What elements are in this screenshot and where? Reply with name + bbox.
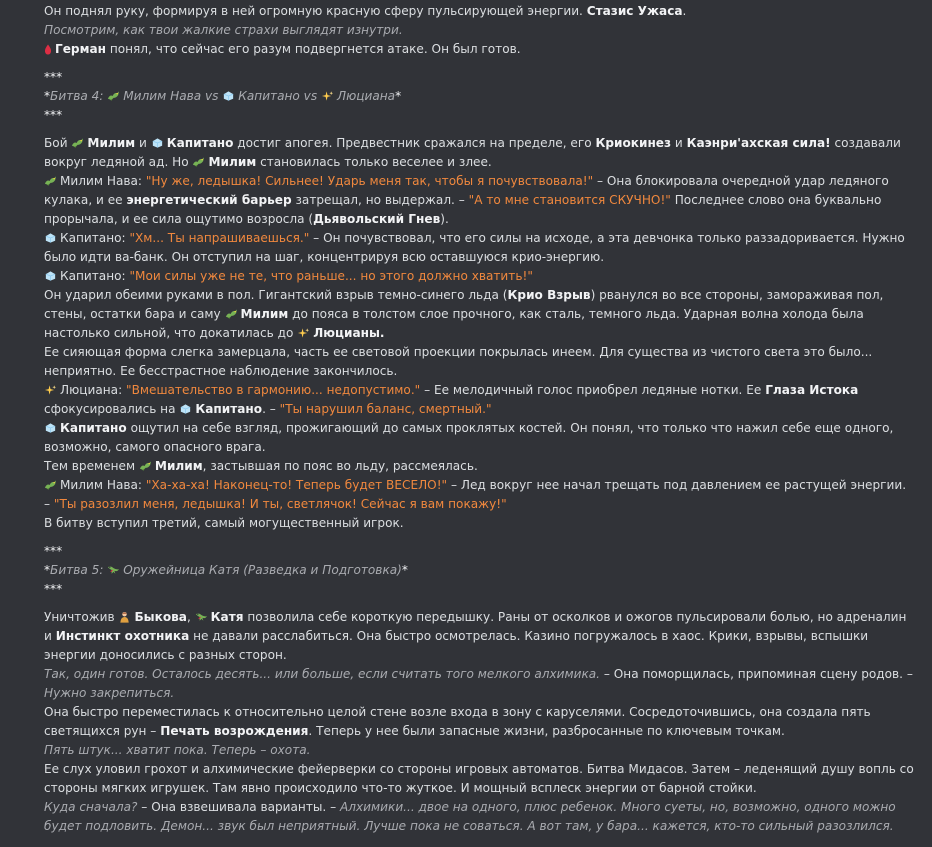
bold-text: Каэнри'ахская сила! bbox=[686, 136, 831, 150]
ice-icon bbox=[151, 136, 164, 148]
text-segment: ). bbox=[440, 212, 449, 226]
message-line bbox=[44, 2, 914, 21]
separator-text: *** bbox=[44, 108, 63, 122]
quote-text: "Ты разозлил меня, ледышка! И ты, светлячок! Сейчас я вам покажу!" bbox=[53, 497, 507, 511]
bold-text: Крио Взрыв bbox=[507, 288, 591, 302]
dragon-icon bbox=[44, 478, 57, 490]
italic-text: Капитано vs bbox=[238, 89, 321, 103]
quote-text: "Ха-ха-ха! Наконец-то! Теперь будет ВЕСЕЛО!" bbox=[145, 478, 448, 492]
blood-drop-icon bbox=[44, 42, 52, 53]
lizard-icon bbox=[195, 610, 208, 622]
quote-text: "Мои силы уже не те, что раньше... но этого должно хватить!" bbox=[129, 269, 533, 283]
message-line bbox=[44, 457, 914, 476]
dragon-icon bbox=[192, 155, 205, 167]
text-segment: Тем временем bbox=[44, 459, 139, 473]
dragon-icon bbox=[107, 89, 120, 101]
italic-text: Люциана bbox=[336, 89, 396, 103]
text-segment: ощутил на себе взгляд, прожигающий до самых проклятых костей. Он понял, что только что нажил себе еще одного, возможно, самого опасного врага. bbox=[44, 421, 894, 454]
text-segment: В битву вступил третий, самый могущественный игрок. bbox=[44, 516, 404, 530]
text-segment: затрещал, но выдержал. – bbox=[291, 193, 469, 207]
sparkles-icon bbox=[321, 89, 334, 101]
dragon-icon bbox=[71, 136, 84, 148]
text-segment: ) рванулся во все стороны, замораживая пол, стены, остатки бара и саму bbox=[44, 288, 884, 321]
italic-text: Посмотрим, как твои жалкие страхи выглядят изнутри. bbox=[44, 23, 403, 37]
text-segment: – Она взвешивала варианты. – bbox=[137, 800, 341, 814]
bold-text: Милим bbox=[154, 459, 203, 473]
italic-text: Пять штук... хватит пока. Теперь – охота. bbox=[44, 743, 311, 757]
text-segment: Люциана: bbox=[60, 383, 127, 397]
text-segment: Ее сияющая форма слегка замерцала, часть ее световой проекции покрылась инеем. Для существа из чистого света это было... неприятно. Ее бесстрастное наблюдение закончилось. bbox=[44, 345, 873, 378]
ice-icon bbox=[44, 231, 57, 243]
message-line bbox=[44, 514, 914, 533]
separator-text: * bbox=[395, 89, 402, 103]
sparkles-icon bbox=[44, 383, 57, 395]
text-segment: и bbox=[671, 136, 687, 150]
text-segment: – Он почувствовал, что его силы на исходе, а эта девчонка только раззадоривается. Нужно было идти ва-банк. Он отступил на шаг, концентрируя всю оставшуюся крио-энергию. bbox=[44, 231, 905, 264]
bold-text: Капитано bbox=[166, 136, 234, 150]
message-line bbox=[44, 286, 914, 343]
text-segment: – Лед вокруг нее начал трещать под давлением ее растущей энергии. – bbox=[44, 478, 907, 511]
text-segment: до пояса в толстом слое прочного, как сталь, темного льда. Ударная волна холода была настолько сильной, что докатилась до bbox=[44, 307, 864, 340]
bold-text: Милим bbox=[240, 307, 289, 321]
quote-text: "Ну же, ледышка! Сильнее! Ударь меня так, чтобы я почувствовала!" bbox=[145, 174, 594, 188]
message-line bbox=[44, 134, 914, 172]
text-segment: Капитано: bbox=[60, 231, 130, 245]
quote-text: "Хм... Ты напрашиваешься." bbox=[129, 231, 310, 245]
bold-text: Капитано bbox=[60, 421, 127, 435]
bold-text: Милим bbox=[208, 155, 257, 169]
bold-text: Милим bbox=[87, 136, 136, 150]
separator-text: * bbox=[44, 89, 51, 103]
message-line bbox=[44, 419, 914, 457]
text-segment: Она быстро переместилась к относительно целой стене возле входа в зону с каруселями. Сосредоточившись, она создала пять светящихся рун – bbox=[44, 705, 871, 738]
text-segment: сфокусировались на bbox=[44, 402, 180, 416]
text-segment: – Она блокировала очередной удар ледяного кулака, и ее bbox=[44, 174, 889, 207]
text-segment: Капитано: bbox=[60, 269, 130, 283]
separator-text: * bbox=[401, 563, 408, 577]
message-line bbox=[44, 172, 914, 229]
text-segment: достиг апогея. Предвестник сражался на пределе, его bbox=[233, 136, 596, 150]
bold-text: Капитано bbox=[195, 402, 263, 416]
message-line bbox=[44, 381, 914, 419]
message-spacer bbox=[44, 59, 914, 68]
italic-text: Так, один готов. Осталось десять... или больше, если считать того мелкого алхимика. bbox=[44, 667, 601, 681]
ice-icon bbox=[44, 269, 57, 281]
message-line bbox=[44, 229, 914, 267]
quote-text: "Ты нарушил баланс, смертный." bbox=[279, 402, 492, 416]
bold-text: Катя bbox=[210, 610, 244, 624]
text-segment: позволила себе короткую передышку. Раны от осколков и ожогов пульсировали болью, но адреналин и bbox=[44, 610, 907, 643]
quote-text: "Вмешательство в гармонию... недопустимо." bbox=[126, 383, 421, 397]
message-spacer bbox=[44, 533, 914, 542]
text-segment: . bbox=[682, 4, 687, 18]
ice-icon bbox=[222, 89, 235, 101]
text-segment: , bbox=[186, 610, 195, 624]
message-line bbox=[44, 267, 914, 286]
text-segment: – Ее мелодичный голос приобрел ледяные нотки. Ее bbox=[420, 383, 766, 397]
italic-text: Милим Нава vs bbox=[123, 89, 223, 103]
bold-text: Люцианы. bbox=[313, 326, 385, 340]
text-segment: понял, что сейчас его разум подвергнется атаке. Он был готов. bbox=[105, 42, 521, 56]
message-line bbox=[44, 561, 914, 580]
message-line bbox=[44, 580, 914, 599]
text-segment: не давали расслабиться. Она быстро осмотрелась. Казино погружалось в хаос. Крики, взрывы, вспышки энергии доносились с разных сторон. bbox=[44, 629, 869, 662]
italic-text: Битва 5: bbox=[50, 563, 108, 577]
bold-text: Криокинез bbox=[595, 136, 672, 150]
text-segment: Бой bbox=[44, 136, 72, 150]
bold-text: Быкова bbox=[134, 610, 187, 624]
quote-text: "А то мне становится СКУЧНО!" bbox=[468, 193, 671, 207]
message-spacer bbox=[44, 125, 914, 134]
message-line bbox=[44, 68, 914, 87]
bold-text: Глаза Истока bbox=[765, 383, 859, 397]
person-icon bbox=[118, 610, 131, 622]
message-line bbox=[44, 87, 914, 106]
ice-icon bbox=[179, 402, 192, 414]
message-line bbox=[44, 665, 914, 703]
message-line bbox=[44, 343, 914, 381]
sparkles-icon bbox=[297, 326, 310, 338]
text-segment: – Она поморщилась, припоминая сцену родов. – bbox=[600, 667, 913, 681]
message-line bbox=[44, 542, 914, 561]
bold-text: Дьявольский Гнев bbox=[313, 212, 441, 226]
message-line bbox=[44, 21, 914, 40]
text-segment: Милим Нава: bbox=[60, 174, 146, 188]
italic-text: Куда сначала? bbox=[44, 800, 138, 814]
message-line bbox=[44, 760, 914, 798]
text-segment: становилась только веселее и злее. bbox=[256, 155, 492, 169]
dragon-icon bbox=[44, 174, 57, 186]
text-segment: создавали вокруг ледяной ад. Но bbox=[44, 136, 901, 169]
dragon-icon bbox=[139, 459, 152, 471]
message-line bbox=[44, 106, 914, 125]
text-segment: Милим Нава: bbox=[60, 478, 146, 492]
italic-text: Битва 4: bbox=[50, 89, 108, 103]
ice-icon bbox=[44, 421, 57, 433]
lizard-icon bbox=[107, 563, 120, 575]
separator-text: *** bbox=[44, 544, 63, 558]
message-line bbox=[44, 608, 914, 665]
message-line bbox=[44, 703, 914, 741]
message-line bbox=[44, 40, 914, 59]
italic-text: Нужно закрепиться. bbox=[44, 686, 175, 700]
separator-text: *** bbox=[44, 70, 63, 84]
text-segment: Ее слух уловил грохот и алхимические фейерверки со стороны игровых автоматов. Битва Мидасов. Затем – леденящий душу вопль со стороны мягких игрушек. Там явно происходило что-то жуткое. И мощный всплеск энергии от барной стойки. bbox=[44, 762, 914, 795]
text-segment: Последнее слово она буквально прорычала, и ее сила ощутимо возросла ( bbox=[44, 193, 882, 226]
dragon-icon bbox=[225, 307, 238, 319]
message-spacer bbox=[44, 599, 914, 608]
message-line bbox=[44, 476, 914, 514]
separator-text: * bbox=[44, 563, 51, 577]
message-line bbox=[44, 741, 914, 760]
bold-text: Печать возрождения bbox=[160, 724, 309, 738]
text-segment: . – bbox=[262, 402, 280, 416]
message-line bbox=[44, 798, 914, 836]
text-segment: , застывшая по пояс во льду, рассмеялась. bbox=[202, 459, 478, 473]
bold-text: Стазис Ужаса bbox=[586, 4, 683, 18]
bold-text: энергетический барьер bbox=[126, 193, 292, 207]
text-segment: Он поднял руку, формируя в ней огромную красную сферу пульсирующей энергии. bbox=[44, 4, 587, 18]
text-segment: Он ударил обеими руками в пол. Гигантский взрыв темно-синего льда ( bbox=[44, 288, 508, 302]
italic-text: Оружейница Катя (Разведка и Подготовка) bbox=[123, 563, 402, 577]
separator-text: *** bbox=[44, 582, 63, 596]
bold-text: Герман bbox=[55, 42, 106, 56]
text-segment: Уничтожив bbox=[44, 610, 119, 624]
text-segment: . Теперь у нее были запасные жизни, разбросанные по ключевым точкам. bbox=[308, 724, 785, 738]
bold-text: Инстинкт охотника bbox=[55, 629, 190, 643]
text-segment: и bbox=[135, 136, 151, 150]
italic-text: Алхимики... двое на одного, плюс ребенок. Много суеты, но, возможно, одного можно будет подловить. Демон... звук был неприятный. Лучше пока не соваться. А вот там, у бара... кажется, кто-то сильный разозлился. bbox=[44, 800, 896, 833]
